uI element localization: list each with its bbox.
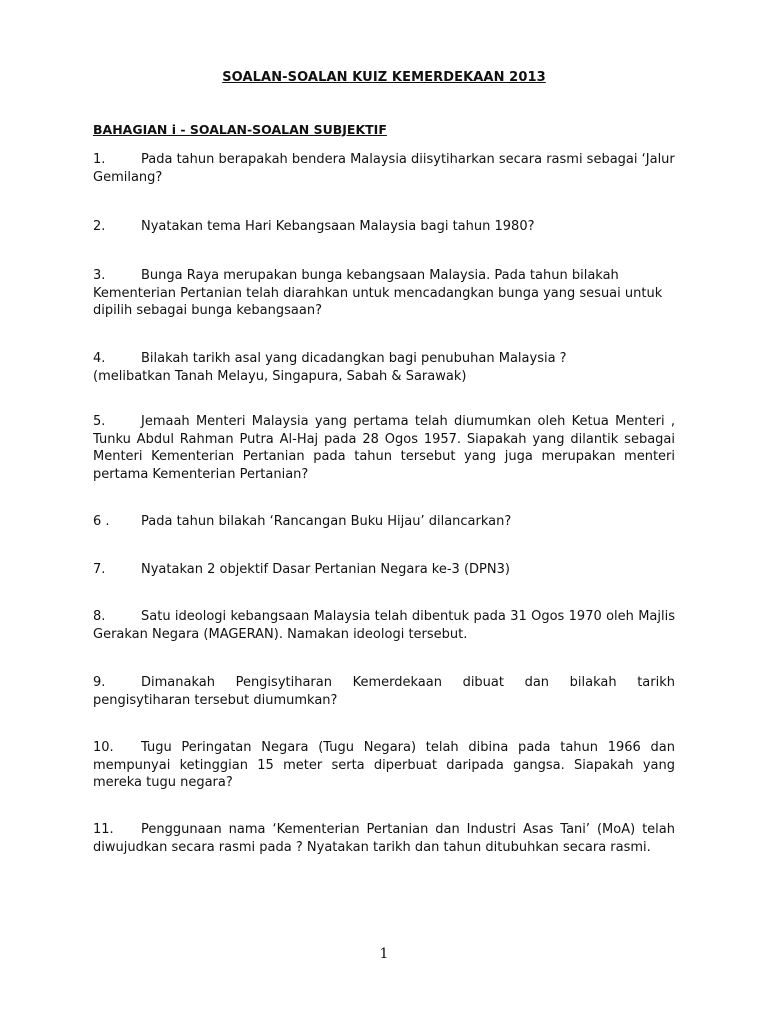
question-5 [93,413,675,483]
document-title: SOALAN-SOALAN KUIZ KEMERDEKAAN 2013 [222,70,546,85]
question-text: Pada tahun berapakah bendera Malaysia diisytiharkan secara rasmi sebagai ‘Jalur Gemilang? [93,152,675,185]
question-text: Nyatakan 2 objektif Dasar Pertanian Negara ke-3 (DPN3) [141,562,510,577]
question-number: 3. [93,268,106,283]
question-number: 11. [93,822,114,837]
question-text: Penggunaan nama ‘Kementerian Pertanian dan Industri Asas Tani’ (MoA) telah diwujudkan secara rasmi pada ? Nyatakan tarikh dan tahun ditubuhkan secara rasmi. [93,822,675,855]
question-number: 1. [93,152,106,167]
question-text: Satu ideologi kebangsaan Malaysia telah dibentuk pada 31 Ogos 1970 oleh Majlis Gerakan Negara (MAGERAN). Namakan ideologi tersebut. [93,609,675,642]
question-2 [93,218,675,236]
question-number: 4. [93,351,106,366]
question-number: 7. [93,562,106,577]
page-number: 1 [379,946,389,962]
section-heading: BAHAGIAN i - SOALAN-SOALAN SUBJEKTIF [93,122,387,137]
question-text: Bunga Raya merupakan bunga kebangsaan Malaysia. Pada tahun bilakah Kementerian Pertanian telah diarahkan untuk mencadangkan bunga yang sesuai untuk dipilih sebagai bunga kebangsaan? [93,268,663,318]
question-10 [93,739,675,792]
question-number: 6 . [93,514,110,529]
question-3 [93,267,675,320]
question-text: Tugu Peringatan Negara (Tugu Negara) telah dibina pada tahun 1966 dan mempunyai ketinggian 15 meter serta diperbuat daripada gangsa. Siapakah yang mereka tugu negara? [93,740,675,790]
question-6 [93,513,675,531]
question-number: 8. [93,609,106,624]
question-9 [93,674,675,709]
question-number: 5. [93,414,106,429]
question-number: 2. [93,219,106,234]
question-text: Pada tahun bilakah ‘Rancangan Buku Hijau’ dilancarkan? [141,514,512,529]
question-1 [93,151,675,186]
question-number: 10. [93,740,114,755]
question-11 [93,821,675,856]
question-7 [93,561,675,579]
question-text: Jemaah Menteri Malaysia yang pertama telah diumumkan oleh Ketua Menteri , Tunku Abdul Rahman Putra Al-Haj pada 28 Ogos 1957. Siapakah yang dilantik sebagai Menteri Kementerian Pertanian pada tahun tersebut yang juga merupakan menteri pertama Kementerian Pertanian? [93,414,675,482]
question-text: Dimanakah Pengisytiharan Kemerdekaan dibuat dan bilakah tarikh pengisytiharan tersebut diumumkan? [93,675,675,708]
question-8 [93,608,675,643]
question-text: Nyatakan tema Hari Kebangsaan Malaysia bagi tahun 1980? [141,219,535,234]
question-4 [93,350,675,385]
question-text: Bilakah tarikh asal yang dicadangkan bagi penubuhan Malaysia ? [141,351,567,366]
question-number: 9. [93,675,106,690]
question-text-line2: (melibatkan Tanah Melayu, Singapura, Sabah & Sarawak) [93,368,467,384]
